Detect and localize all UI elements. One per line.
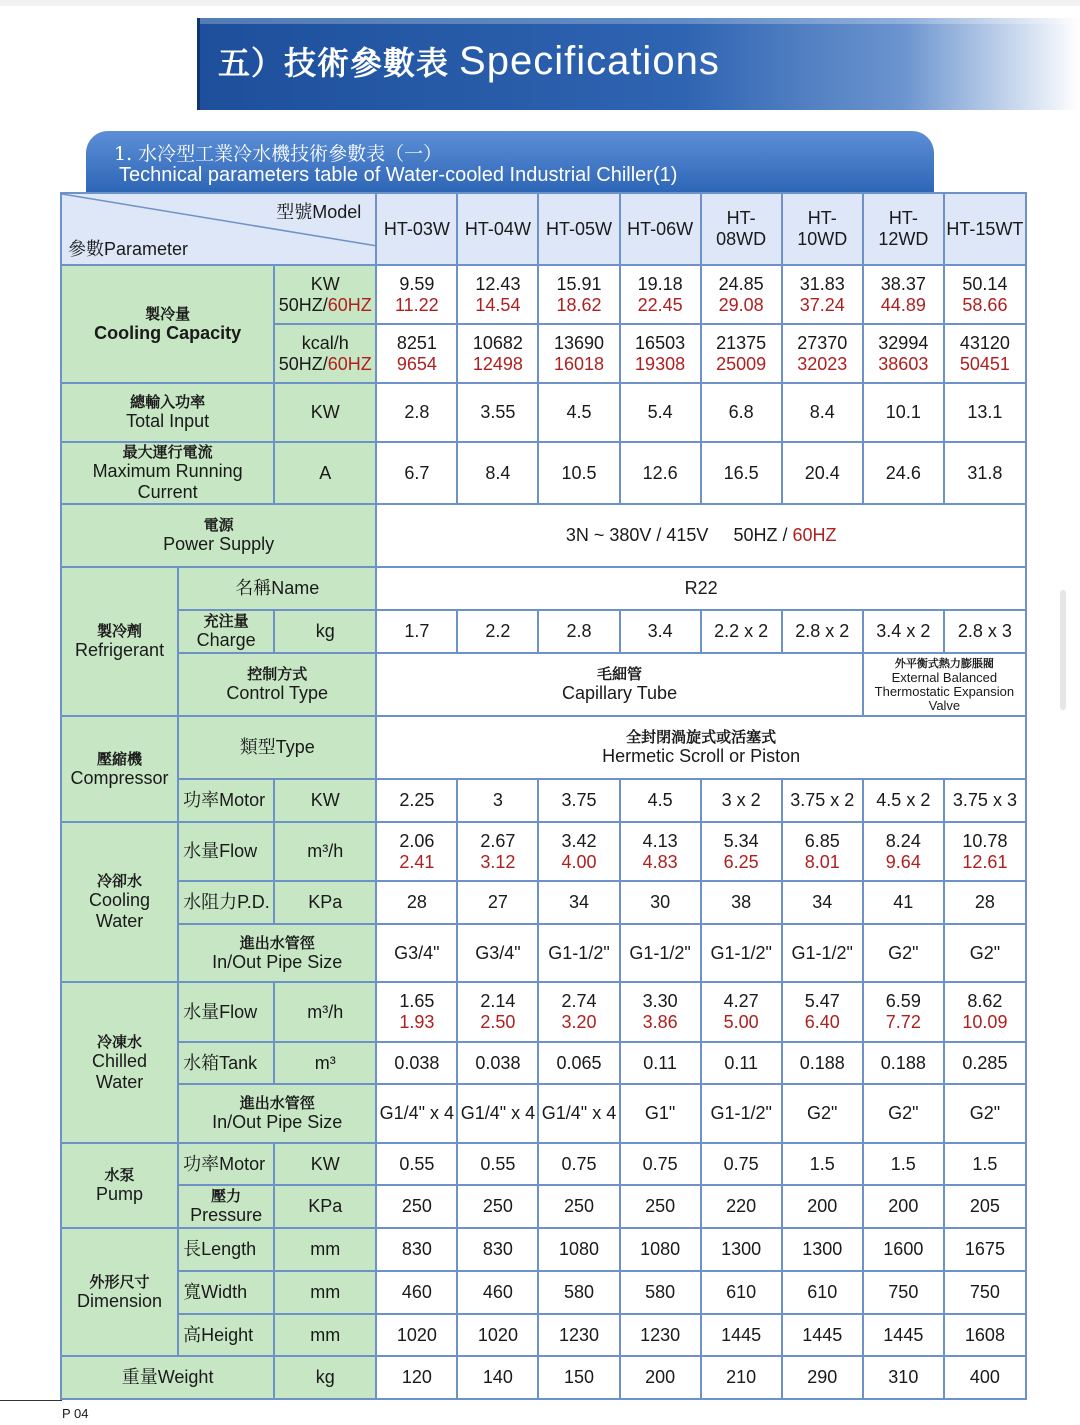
value-cell: 0.75 bbox=[620, 1143, 701, 1185]
value-cell: 0.065 bbox=[538, 1042, 619, 1084]
value-cell: 28 bbox=[944, 881, 1026, 924]
value-cell: 220 bbox=[701, 1185, 782, 1228]
value-cell: 0.75 bbox=[701, 1143, 782, 1185]
value-cell: 3.75 x 3 bbox=[944, 779, 1026, 822]
refrigerant-name-value: R22 bbox=[376, 567, 1026, 610]
value-cell: G2" bbox=[944, 924, 1026, 982]
unit-cell: KPa bbox=[274, 1185, 376, 1228]
model-name: HT-04W bbox=[457, 193, 538, 265]
value-cell: 5.4 bbox=[620, 383, 701, 442]
weight-row bbox=[61, 1356, 1026, 1399]
value-cell: 2.8 x 3 bbox=[944, 610, 1026, 653]
value-cell: 1.5 bbox=[944, 1143, 1026, 1185]
value-cell: 1300 bbox=[782, 1228, 863, 1271]
specifications-table bbox=[60, 192, 1027, 1400]
control-capillary: 毛細管 Capillary Tube bbox=[376, 653, 862, 716]
value-cell: 27370 32023 bbox=[782, 324, 863, 383]
pipe-size-label: 進出水管徑 In/Out Pipe Size bbox=[178, 1084, 376, 1143]
value-cell: 1445 bbox=[863, 1314, 944, 1356]
dimension-length-row bbox=[61, 1228, 1026, 1271]
value-cell: 3.75 bbox=[538, 779, 619, 822]
value-cell: 34 bbox=[538, 881, 619, 924]
value-cell: 3 bbox=[457, 779, 538, 822]
cooling-water-pipe-row bbox=[61, 924, 1026, 982]
value-cell: 12.6 bbox=[620, 442, 701, 504]
section-banner bbox=[197, 18, 1080, 110]
motor-label: 功率Motor bbox=[178, 1143, 274, 1185]
value-cell: 10.1 bbox=[863, 383, 944, 442]
value-cell: 2.25 bbox=[376, 779, 457, 822]
value-cell: 41 bbox=[863, 881, 944, 924]
value-cell: G1-1/2" bbox=[701, 924, 782, 982]
value-cell: 0.75 bbox=[538, 1143, 619, 1185]
pump-label: 水泵 Pump bbox=[61, 1143, 178, 1228]
value-cell: 4.5 x 2 bbox=[863, 779, 944, 822]
value-cell: 1608 bbox=[944, 1314, 1026, 1356]
pump-pressure-row bbox=[61, 1185, 1026, 1228]
value-cell: 5.34 6.25 bbox=[701, 822, 782, 881]
dimension-height-row bbox=[61, 1314, 1026, 1356]
cooling-capacity-label: 製冷量 Cooling Capacity bbox=[61, 265, 274, 383]
value-cell: 4.13 4.83 bbox=[620, 822, 701, 881]
chilled-water-tank-row bbox=[61, 1042, 1026, 1084]
value-cell: 3.42 4.00 bbox=[538, 822, 619, 881]
top-strip bbox=[0, 0, 1080, 6]
value-cell: G1-1/2" bbox=[782, 924, 863, 982]
value-cell: 13.1 bbox=[944, 383, 1026, 442]
value-cell: 16.5 bbox=[701, 442, 782, 504]
unit-cell: mm bbox=[274, 1271, 376, 1314]
scrollbar[interactable] bbox=[1060, 590, 1066, 710]
value-cell: 290 bbox=[782, 1356, 863, 1399]
value-cell: G1/4" x 4 bbox=[538, 1084, 619, 1143]
value-cell: 200 bbox=[620, 1356, 701, 1399]
value-cell: 4.5 bbox=[538, 383, 619, 442]
value-cell: 3.30 3.86 bbox=[620, 982, 701, 1042]
value-cell: 1445 bbox=[701, 1314, 782, 1356]
chilled-water-label: 冷凍水 Chilled Water bbox=[61, 982, 178, 1143]
value-cell: 610 bbox=[782, 1271, 863, 1314]
banner-title: 五）技術參數表 Specifications bbox=[218, 39, 720, 83]
value-cell: 0.55 bbox=[457, 1143, 538, 1185]
value-cell: 1080 bbox=[620, 1228, 701, 1271]
table-subtitle-tab bbox=[86, 131, 934, 192]
value-cell: G2" bbox=[863, 924, 944, 982]
value-cell: G2" bbox=[863, 1084, 944, 1143]
model-name: HT-12WD bbox=[863, 193, 944, 265]
value-cell: 120 bbox=[376, 1356, 457, 1399]
power-supply-row bbox=[61, 504, 1026, 567]
value-cell: 2.2 bbox=[457, 610, 538, 653]
unit-cell: A bbox=[274, 442, 376, 504]
value-cell: 6.85 8.01 bbox=[782, 822, 863, 881]
model-name: HT-05W bbox=[538, 193, 619, 265]
value-cell: 3.4 x 2 bbox=[863, 610, 944, 653]
value-cell: 6.7 bbox=[376, 442, 457, 504]
value-cell: 4.27 5.00 bbox=[701, 982, 782, 1042]
value-cell: 31.8 bbox=[944, 442, 1026, 504]
value-cell: 460 bbox=[457, 1271, 538, 1314]
unit-cell: mm bbox=[274, 1228, 376, 1271]
unit-cell: mm bbox=[274, 1314, 376, 1356]
height-label: 高Height bbox=[178, 1314, 274, 1356]
value-cell: 750 bbox=[863, 1271, 944, 1314]
value-cell: 38 bbox=[701, 881, 782, 924]
value-cell: 0.11 bbox=[701, 1042, 782, 1084]
power-supply-label: 電源 Power Supply bbox=[61, 504, 376, 567]
value-cell: 0.188 bbox=[863, 1042, 944, 1084]
value-cell: 1445 bbox=[782, 1314, 863, 1356]
value-cell: 8251 9654 bbox=[376, 324, 457, 383]
value-cell: 10682 12498 bbox=[457, 324, 538, 383]
power-supply-value: 3N ~ 380V / 415V 50HZ / 60HZ bbox=[376, 504, 1026, 567]
pump-motor-row bbox=[61, 1143, 1026, 1185]
unit-cell: KW bbox=[274, 383, 376, 442]
value-cell: 400 bbox=[944, 1356, 1026, 1399]
value-cell: 6.8 bbox=[701, 383, 782, 442]
unit-cell: kcal/h 50HZ/60HZ bbox=[274, 324, 376, 383]
header-row bbox=[61, 193, 1026, 265]
value-cell: 580 bbox=[538, 1271, 619, 1314]
model-name: HT-08WD bbox=[701, 193, 782, 265]
value-cell: 250 bbox=[457, 1185, 538, 1228]
unit-cell: KW bbox=[274, 779, 376, 822]
subtitle-zh: 1. 水冷型工業冷水機技術參數表（一） bbox=[114, 143, 443, 165]
pressure-label: 壓力 Pressure bbox=[178, 1185, 274, 1228]
value-cell: 3 x 2 bbox=[701, 779, 782, 822]
width-label: 寬Width bbox=[178, 1271, 274, 1314]
value-cell: 10.5 bbox=[538, 442, 619, 504]
value-cell: G3/4" bbox=[376, 924, 457, 982]
model-name: HT-15WT bbox=[944, 193, 1026, 265]
value-cell: 19.18 22.45 bbox=[620, 265, 701, 324]
value-cell: 200 bbox=[863, 1185, 944, 1228]
value-cell: 610 bbox=[701, 1271, 782, 1314]
value-cell: 830 bbox=[376, 1228, 457, 1271]
value-cell: G3/4" bbox=[457, 924, 538, 982]
value-cell: 1600 bbox=[863, 1228, 944, 1271]
value-cell: 2.8 bbox=[538, 610, 619, 653]
pipe-size-label: 進出水管徑 In/Out Pipe Size bbox=[178, 924, 376, 982]
cooling-water-pd-row bbox=[61, 881, 1026, 924]
value-cell: 2.74 3.20 bbox=[538, 982, 619, 1042]
value-cell: 200 bbox=[782, 1185, 863, 1228]
unit-cell: KW 50HZ/60HZ bbox=[274, 265, 376, 324]
header-corner bbox=[61, 193, 376, 265]
control-type-row bbox=[61, 653, 1026, 716]
value-cell: G2" bbox=[944, 1084, 1026, 1143]
value-cell: 1020 bbox=[376, 1314, 457, 1356]
unit-cell: KW bbox=[274, 1143, 376, 1185]
value-cell: 750 bbox=[944, 1271, 1026, 1314]
value-cell: 6.59 7.72 bbox=[863, 982, 944, 1042]
value-cell: 580 bbox=[620, 1271, 701, 1314]
cooling-capacity-kw-row bbox=[61, 265, 1026, 324]
parameter-label: 參數Parameter bbox=[68, 239, 189, 259]
value-cell: 0.038 bbox=[457, 1042, 538, 1084]
value-cell: 310 bbox=[863, 1356, 944, 1399]
pd-label: 水阻力P.D. bbox=[178, 881, 274, 924]
value-cell: 32994 38603 bbox=[863, 324, 944, 383]
value-cell: 1.65 1.93 bbox=[376, 982, 457, 1042]
value-cell: G1-1/2" bbox=[701, 1084, 782, 1143]
cooling-water-label: 冷卻水 Cooling Water bbox=[61, 822, 178, 982]
value-cell: 9.59 11.22 bbox=[376, 265, 457, 324]
value-cell: 1.5 bbox=[863, 1143, 944, 1185]
unit-cell: KPa bbox=[274, 881, 376, 924]
weight-label: 重量Weight bbox=[61, 1356, 274, 1399]
value-cell: 24.6 bbox=[863, 442, 944, 504]
value-cell: 1300 bbox=[701, 1228, 782, 1271]
value-cell: 830 bbox=[457, 1228, 538, 1271]
value-cell: 250 bbox=[620, 1185, 701, 1228]
value-cell: 4.5 bbox=[620, 779, 701, 822]
value-cell: 460 bbox=[376, 1271, 457, 1314]
value-cell: G1/4" x 4 bbox=[376, 1084, 457, 1143]
value-cell: G2" bbox=[782, 1084, 863, 1143]
value-cell: 1230 bbox=[620, 1314, 701, 1356]
value-cell: 21375 25009 bbox=[701, 324, 782, 383]
value-cell: 0.038 bbox=[376, 1042, 457, 1084]
model-name: HT-03W bbox=[376, 193, 457, 265]
unit-cell: kg bbox=[274, 1356, 376, 1399]
value-cell: 30 bbox=[620, 881, 701, 924]
value-cell: 2.06 2.41 bbox=[376, 822, 457, 881]
control-tev: 外平衡式熱力膨脹閥 External Balanced Thermostatic Expansion Valve bbox=[863, 653, 1026, 716]
value-cell: 3.4 bbox=[620, 610, 701, 653]
value-cell: 5.47 6.40 bbox=[782, 982, 863, 1042]
value-cell: 250 bbox=[376, 1185, 457, 1228]
compressor-motor-row bbox=[61, 779, 1026, 822]
compressor-type-value: 全封閉渦旋式或活塞式 Hermetic Scroll or Piston bbox=[376, 716, 1026, 779]
value-cell: 16503 19308 bbox=[620, 324, 701, 383]
cooling-water-flow-row bbox=[61, 822, 1026, 881]
value-cell: 150 bbox=[538, 1356, 619, 1399]
value-cell: 2.14 2.50 bbox=[457, 982, 538, 1042]
tank-label: 水箱Tank bbox=[178, 1042, 274, 1084]
value-cell: 2.8 bbox=[376, 383, 457, 442]
value-cell: 8.4 bbox=[782, 383, 863, 442]
value-cell: 205 bbox=[944, 1185, 1026, 1228]
unit-cell: m³/h bbox=[274, 822, 376, 881]
value-cell: 1.7 bbox=[376, 610, 457, 653]
value-cell: 210 bbox=[701, 1356, 782, 1399]
flow-label: 水量Flow bbox=[178, 982, 274, 1042]
max-current-row bbox=[61, 442, 1026, 504]
value-cell: 34 bbox=[782, 881, 863, 924]
value-cell: 1020 bbox=[457, 1314, 538, 1356]
value-cell: 0.285 bbox=[944, 1042, 1026, 1084]
value-cell: 0.55 bbox=[376, 1143, 457, 1185]
total-input-row bbox=[61, 383, 1026, 442]
value-cell: 27 bbox=[457, 881, 538, 924]
footer-divider bbox=[0, 1400, 62, 1401]
value-cell: 8.62 10.09 bbox=[944, 982, 1026, 1042]
value-cell: 250 bbox=[538, 1185, 619, 1228]
value-cell: G1-1/2" bbox=[620, 924, 701, 982]
refrigerant-name-label: 名稱Name bbox=[178, 567, 376, 610]
chilled-water-flow-row bbox=[61, 982, 1026, 1042]
motor-label: 功率Motor bbox=[178, 779, 274, 822]
compressor-type-row bbox=[61, 716, 1026, 779]
chilled-water-pipe-row bbox=[61, 1084, 1026, 1143]
value-cell: 28 bbox=[376, 881, 457, 924]
value-cell: 31.83 37.24 bbox=[782, 265, 863, 324]
page-number: P 04 bbox=[62, 1406, 89, 1421]
max-current-label: 最大運行電流 Maximum Running Current bbox=[61, 442, 274, 504]
value-cell: 24.85 29.08 bbox=[701, 265, 782, 324]
unit-cell: m³/h bbox=[274, 982, 376, 1042]
value-cell: 2.8 x 2 bbox=[782, 610, 863, 653]
flow-label: 水量Flow bbox=[178, 822, 274, 881]
value-cell: 1080 bbox=[538, 1228, 619, 1271]
dimension-width-row bbox=[61, 1271, 1026, 1314]
unit-cell: kg bbox=[274, 610, 376, 653]
compressor-label: 壓縮機 Compressor bbox=[61, 716, 178, 822]
value-cell: 0.11 bbox=[620, 1042, 701, 1084]
control-type-label: 控制方式 Control Type bbox=[178, 653, 376, 716]
value-cell: 3.55 bbox=[457, 383, 538, 442]
value-cell: 140 bbox=[457, 1356, 538, 1399]
value-cell: 1675 bbox=[944, 1228, 1026, 1271]
value-cell: 8.4 bbox=[457, 442, 538, 504]
refrigerant-name-row bbox=[61, 567, 1026, 610]
value-cell: 2.2 x 2 bbox=[701, 610, 782, 653]
value-cell: 43120 50451 bbox=[944, 324, 1026, 383]
value-cell: 10.78 12.61 bbox=[944, 822, 1026, 881]
value-cell: 20.4 bbox=[782, 442, 863, 504]
value-cell: 15.91 18.62 bbox=[538, 265, 619, 324]
subtitle-en: Technical parameters table of Water-cooled Industrial Chiller(1) bbox=[119, 164, 678, 186]
value-cell: G1-1/2" bbox=[538, 924, 619, 982]
value-cell: 0.188 bbox=[782, 1042, 863, 1084]
charge-label: 充注量 Charge bbox=[178, 610, 274, 653]
value-cell: 2.67 3.12 bbox=[457, 822, 538, 881]
dimension-label: 外形尺寸 Dimension bbox=[61, 1228, 178, 1356]
value-cell: 3.75 x 2 bbox=[782, 779, 863, 822]
length-label: 長Length bbox=[178, 1228, 274, 1271]
refrigerant-charge-row bbox=[61, 610, 1026, 653]
value-cell: 38.37 44.89 bbox=[863, 265, 944, 324]
value-cell: 1.5 bbox=[782, 1143, 863, 1185]
value-cell: 50.14 58.66 bbox=[944, 265, 1026, 324]
unit-cell: m³ bbox=[274, 1042, 376, 1084]
compressor-type-label: 類型Type bbox=[178, 716, 376, 779]
model-name: HT-10WD bbox=[782, 193, 863, 265]
total-input-label: 總輸入功率 Total Input bbox=[61, 383, 274, 442]
value-cell: G1" bbox=[620, 1084, 701, 1143]
model-label: 型號Model bbox=[276, 202, 362, 222]
model-name: HT-06W bbox=[620, 193, 701, 265]
value-cell: G1/4" x 4 bbox=[457, 1084, 538, 1143]
value-cell: 8.24 9.64 bbox=[863, 822, 944, 881]
value-cell: 12.43 14.54 bbox=[457, 265, 538, 324]
value-cell: 13690 16018 bbox=[538, 324, 619, 383]
refrigerant-label: 製冷劑 Refrigerant bbox=[61, 567, 178, 716]
value-cell: 1230 bbox=[538, 1314, 619, 1356]
